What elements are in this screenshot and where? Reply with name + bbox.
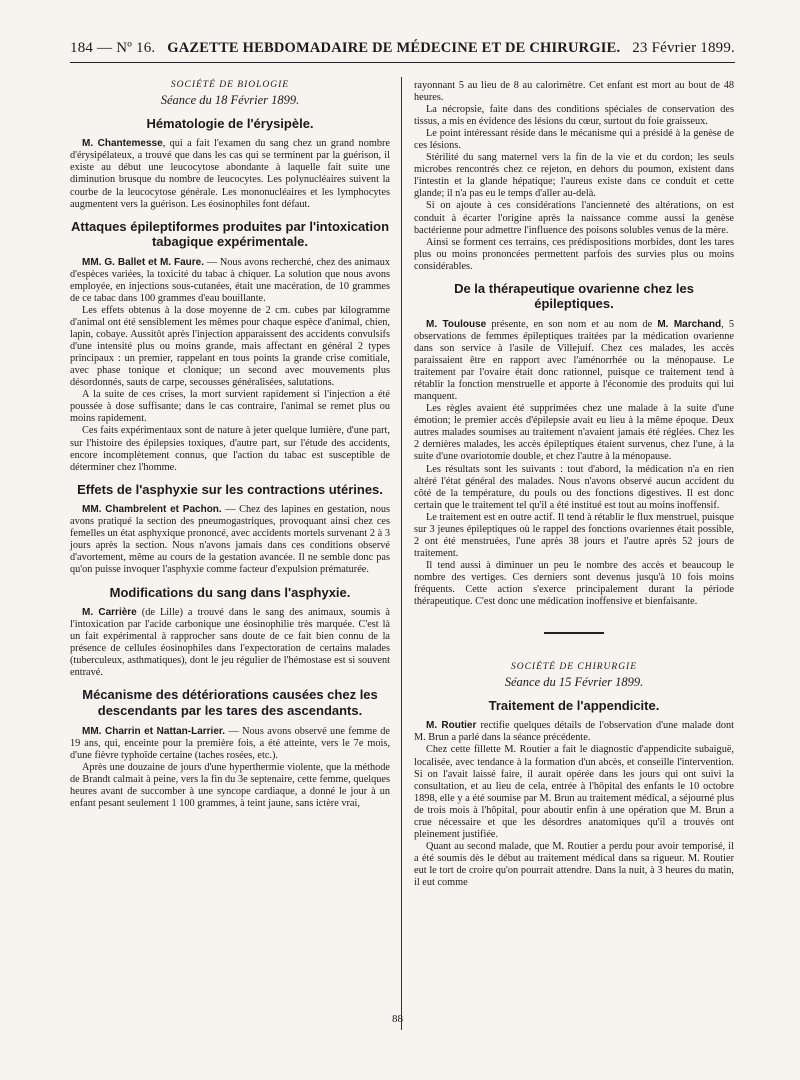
running-head <box>70 40 735 57</box>
page-number: 184 — Nº 16. <box>70 40 156 56</box>
article-paragraph: MM. Charrin et Nattan-Larrier. — Nous avons observé une femme de 19 ans, qui, enceinte pour la première fois, a été atteinte, vers le 7e mois, d'une fièvre typhoïde certaine (taches rosées, etc.). <box>70 725 390 761</box>
article-paragraph: Si on ajoute à ces considérations l'ancienneté des altérations, on est conduit à écarter l'origine après la naissance comme aussi la genèse bactérienne pour admettre l'influence des poisons solubles venus de la mère. <box>414 200 734 236</box>
author-name: M. Chantemesse <box>82 138 163 150</box>
author-name: MM. Chambrelent et Pachon. <box>82 504 222 516</box>
article-title: Traitement de l'appendicite. <box>488 697 660 713</box>
article-paragraph: M. Routier rectifie quelques détails de l'observation d'une malade dont M. Brun a parlé dans la séance précédente. <box>414 720 734 744</box>
article-title: De la thérapeutique ovarienne chez les épileptiques. <box>454 280 694 312</box>
article-paragraph: Quant au second malade, que M. Routier a perdu pour avoir temporisé, il a été soumis dès le début au traitement médical dans sa rigueur. M. Routier eut le tort de croire qu'on pourrait attendre. Dans la nuit, à 3 heures du matin, il eut comme <box>414 840 734 888</box>
session-date: Séance du 15 Février 1899. <box>504 675 644 690</box>
article-paragraph: Chez cette fillette M. Routier a fait le diagnostic d'appendicite subaiguë, localisée, avec tendance à la formation d'un abcès, et conseille l'intervention. Si on l'avait laissé faire, il aurait opérée dans les jours qui ont suivi la consultation, et au lieu de cela, entrée à l'hôpital des enfants le 10 octobre 1898, elle y a été soumise par M. Brun au traitement médical, a séjourné plus de trois mois à l'hôpital, pour aboutir enfin à une opération que M. Brun a crue nécessaire et que les désordres anatomiques qu'il a trouvés ont pleinement justifiée. <box>414 744 734 840</box>
article-paragraph: Après une douzaine de jours d'une hyperthermie violente, que la méthode de Brandt calmait à peine, vers la fin du 3e septenaire, cette femme, quelques heures avant de succomber à une syncope cardiaque, a donné le jour à un enfant pesant seulement 1 100 grammes, à teint jaune, sans ictère vrai, <box>70 761 390 809</box>
article-paragraph: La nécropsie, faite dans des conditions spéciales de conservation des tissus, a mis en évidence des lésions du cœur, surtout du foie graisseux. <box>414 104 734 128</box>
author-name: MM. Charrin et Nattan-Larrier. <box>82 725 226 737</box>
article-paragraph: Ces faits expérimentaux sont de nature à jeter quelque lumière, d'une part, sur l'histoire des épilepsies toxiques, d'autre part, sur l'étude des accidents, encore incomplètement connus, que l'action du tabac est susceptible de déterminer chez l'homme. <box>70 425 390 473</box>
article-paragraph: M. Carrière (de Lille) a trouvé dans le sang des animaux, soumis à l'intoxication par l'acide carbonique une éosinophilie très marquée. C'est là un fait expérimental à rapprocher sans doute de ce fait bien connu de la présence de cellules éosinophiles dans l'expectoration de certains malades (tuberculeux, asthmatiques), dont le jeu régulier de l'hémostase est si souvent entravé. <box>70 607 390 679</box>
article-paragraph: rayonnant 5 au lieu de 8 au calorimètre. Cet enfant est mort au bout de 48 heures. <box>414 80 734 104</box>
session-date: Séance du 18 Février 1899. <box>160 93 300 108</box>
article-title: Attaques épileptiformes produites par l'intoxication tabagique expérimentale. <box>70 218 390 250</box>
author-name: M. Carrière <box>82 607 137 619</box>
article-paragraph: A la suite de ces crises, la mort survient rapidement si l'injection a été poussée à dose suffisante; dans le cas contraire, l'animal se remet plus ou moins rapidement. <box>70 389 390 425</box>
article-paragraph: Il tend aussi à diminuer un peu le nombre des accès et beaucoup le nombre des vertiges. Ces derniers sont devenus jusqu'à 10 fois moins fréquents. Cette action s'exerce principalement durant la période thérapeutique. C'est donc une médication inoffensive et bienfaisante. <box>414 559 734 608</box>
article-title: Hématologie de l'érysipèle. <box>146 115 314 131</box>
article-paragraph: Les effets obtenus à la dose moyenne de 2 cm. cubes par kilogramme d'animal ont été sensiblement les mêmes pour chaque espèce d'animal, chien, lapin, cobaye. Aussitôt après l'injection apparaissent des accidents convulsifs d'une intensité plus ou moins grande, mais affectant en général 2 types principaux : un premier, rappelant en tous points la grande crise comitiale, avec phase tonique et clonique; un second avec mouvements plus désordonnés, sauts de carpe, secousses généralisées, salutations. <box>70 304 390 389</box>
article-title: Modifications du sang dans l'asphyxie. <box>109 584 351 600</box>
author-name: M. Routier <box>426 720 477 732</box>
folio-number: 88 <box>392 1013 403 1025</box>
column-divider <box>401 77 402 1030</box>
article-title: Mécanisme des détériorations causées chez les descendants par les tares des ascendants. <box>82 687 378 718</box>
society-heading: SOCIÉTÉ DE BIOLOGIE <box>170 80 290 90</box>
article-paragraph: Le point intéressant réside dans le mécanisme qui a présidé à la genèse de ces lésions. <box>414 128 734 152</box>
issue-date: 23 Février 1899. <box>632 40 735 56</box>
article-paragraph: Ainsi se forment ces terrains, ces prédispositions morbides, dont les tares plus ou moins prononcées permettent parfois des survies plus ou moins considérables. <box>414 236 734 272</box>
article-paragraph: Les règles avaient été supprimées chez une malade à la suite d'une émotion; le premier accès d'épilepsie avait eu lieu à la même époque. Deux autres malades soumises au traitement n'avaient jamais été réglées. Chez les 2 dernières malades, les accès épileptiques étaient survenus, chez l'une, à la suite d'une ovariotomie double, et chez l'autre à la ménopause. <box>414 403 734 463</box>
left-column <box>70 80 390 810</box>
author-name: MM. G. Ballet et M. Faure. <box>82 256 205 268</box>
article-paragraph: MM. G. Ballet et M. Faure. — Nous avons recherché, chez des animaux d'espèces variées, la toxicité du tabac à chiquer. La solution que nous avons employée, en injections sous-cutanées, était une macération, de 10 grammes de ce tabac dans 100 grammes d'eau bouillante. <box>70 256 390 304</box>
article-paragraph: Stérilité du sang maternel vers la fin de la vie et du cordon; les seuls microbes rencontrés chez ce rejeton, en dehors du poumon, existent dans l'intestin et la glande hépatique; l'aureus existe dans ce conduit et cette glande; il n'a pas eu le temps d'aller au-delà. <box>414 152 734 200</box>
article-title: Effets de l'asphyxie sur les contractions utérines. <box>77 481 383 497</box>
journal-title: GAZETTE HEBDOMADAIRE DE MÉDECINE ET DE CHIRURGIE. <box>167 40 621 56</box>
society-heading: SOCIÉTÉ DE CHIRURGIE <box>510 662 638 673</box>
article-paragraph: Le traitement est en outre actif. Il tend à rétablir le flux menstruel, puisque sur 3 jeunes épileptiques où le rappel des fonctions ovariennes était possible, 2 ont été menstruées, l'une après 38 jours et l'autre après 52 jours de traitement. <box>414 511 734 559</box>
author-name: M. Toulouse <box>426 318 487 330</box>
section-separator <box>544 632 604 634</box>
author-name: M. Marchand <box>657 318 722 330</box>
article-paragraph: Les résultats sont les suivants : tout d'abord, la médication n'a en rien altéré l'état général des malades. Nous n'avons observé aucun accident du côté de la température, du pouls ou des fonctions digestives. Il est donc certain que le traitement tel qu'il a été institué est tout au moins inoffensif. <box>414 463 734 511</box>
article-paragraph: M. Chantemesse, qui a fait l'examen du sang chez un grand nombre d'érysipélateux, a trouvé que dans les cas qui se terminent par la guérison, il existe au début une leucocytose abondante à laquelle fait suite une diminution brusque du nombre de leucocytes. Les polynucléaires suivent la courbe de la leucocytose générale. Les mononucléaires et les lymphocytes augmentent vers la guérison. Les éosinophiles font défaut. <box>70 138 390 210</box>
header-rule <box>70 62 735 63</box>
right-column <box>414 80 734 889</box>
article-paragraph: MM. Chambrelent et Pachon. — Chez des lapines en gestation, nous avons pratiqué la section des pneumogastriques, provoquant ainsi chez ces femelles un état asphyxique prononcé, avec accidents mortels survenant 2 à 3 jours après la section. Nous n'avons jamais dans ces conditions observé d'avortement, même au cours de la gestation avancée. Il ne semble donc pas qu'on puisse invoquer l'asphyxie comme facteur d'expulsion prématurée. <box>70 504 391 576</box>
article-paragraph: M. Toulouse présente, en son nom et au nom de M. Marchand, 5 observations de femmes épileptiques traitées par la médication ovarienne dans son service à l'asile de Villejuif. Chez ces malades, les accès paraissaient être en rapport avec l'aménorrhée ou la ménopause. Le traitement par l'ovaire était donc rationnel, puisque ce traitement tend à rétablir la fonction menstruelle et apporte à l'économie des produits qui lui manquent. <box>414 318 735 403</box>
